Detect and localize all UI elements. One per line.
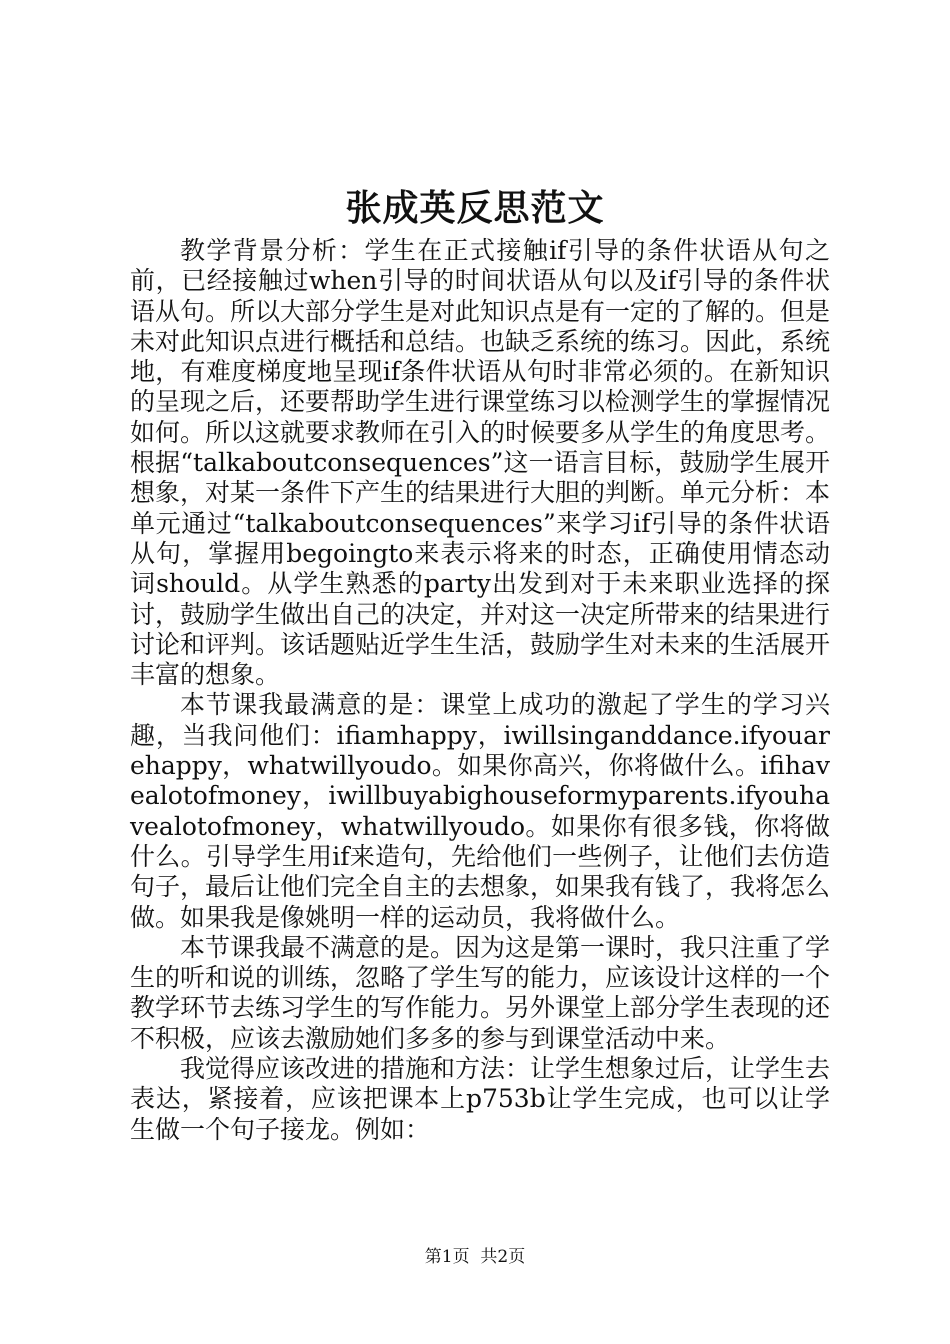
page-footer: [0, 1245, 950, 1269]
paragraph-most-satisfied: 本节课我最满意的是：课堂上成功的激起了学生的学习兴趣，当我问他们：ifiamhappy，iwillsinganddance.ifyouarehappy，whatwillyoudo。如果你高兴，你将做什么。ifihavealotofmoney，iwillbuyabighouseformyparents.ifyouhavealotofmoney，whatwillyoudo。如果你有很多钱，你将做什么。引导学生用if来造句，先给他们一些例子，让他们去仿造句子，最后让他们完全自主的去想象，如果我有钱了，我将怎么做。如果我是像姚明一样的运动员，我将做什么。: [130, 690, 831, 932]
paragraph-improvements: 我觉得应该改进的措施和方法：让学生想象过后，让学生去表达，紧接着，应该把课本上p753b让学生完成，也可以让学生做一个句子接龙。例如：: [130, 1054, 831, 1144]
page-number-current: 第1页: [424, 1247, 470, 1267]
paragraph-least-satisfied: 本节课我最不满意的是。因为这是第一课时，我只注重了学生的听和说的训练，忽略了学生写的能力，应该设计这样的一个教学环节去练习学生的写作能力。另外课堂上部分学生表现的还不积极，应该去激励她们多多的参与到课堂活动中来。: [130, 932, 831, 1053]
document-title: 张成英反思范文: [345, 187, 605, 229]
page-number-total: 共2页: [480, 1247, 526, 1267]
footer-separator: [470, 1247, 481, 1267]
document-body: [130, 236, 830, 1145]
paragraph-background-analysis: 教学背景分析：学生在正式接触if引导的条件状语从句之前，已经接触过when引导的时间状语从句以及if引导的条件状语从句。所以大部分学生是对此知识点是有一定的了解的。但是未对此知识点进行概括和总结。也缺乏系统的练习。因此，系统地，有难度梯度地呈现if条件状语从句时非常必须的。在新知识的呈现之后，还要帮助学生进行课堂练习以检测学生的掌握情况如何。所以这就要求教师在引入的时候要多从学生的角度思考。根据“talkaboutconsequences”这一语言目标，鼓励学生展开想象，对某一条件下产生的结果进行大胆的判断。单元分析：本单元通过“talkaboutconsequences”来学习if引导的条件状语从句，掌握用begoingto来表示将来的时态，正确使用情态动词should。从学生熟悉的party出发到对于未来职业选择的探讨，鼓励学生做出自己的决定，并对这一决定所带来的结果进行讨论和评判。该话题贴近学生生活，鼓励学生对未来的生活展开丰富的想象。: [130, 236, 831, 690]
